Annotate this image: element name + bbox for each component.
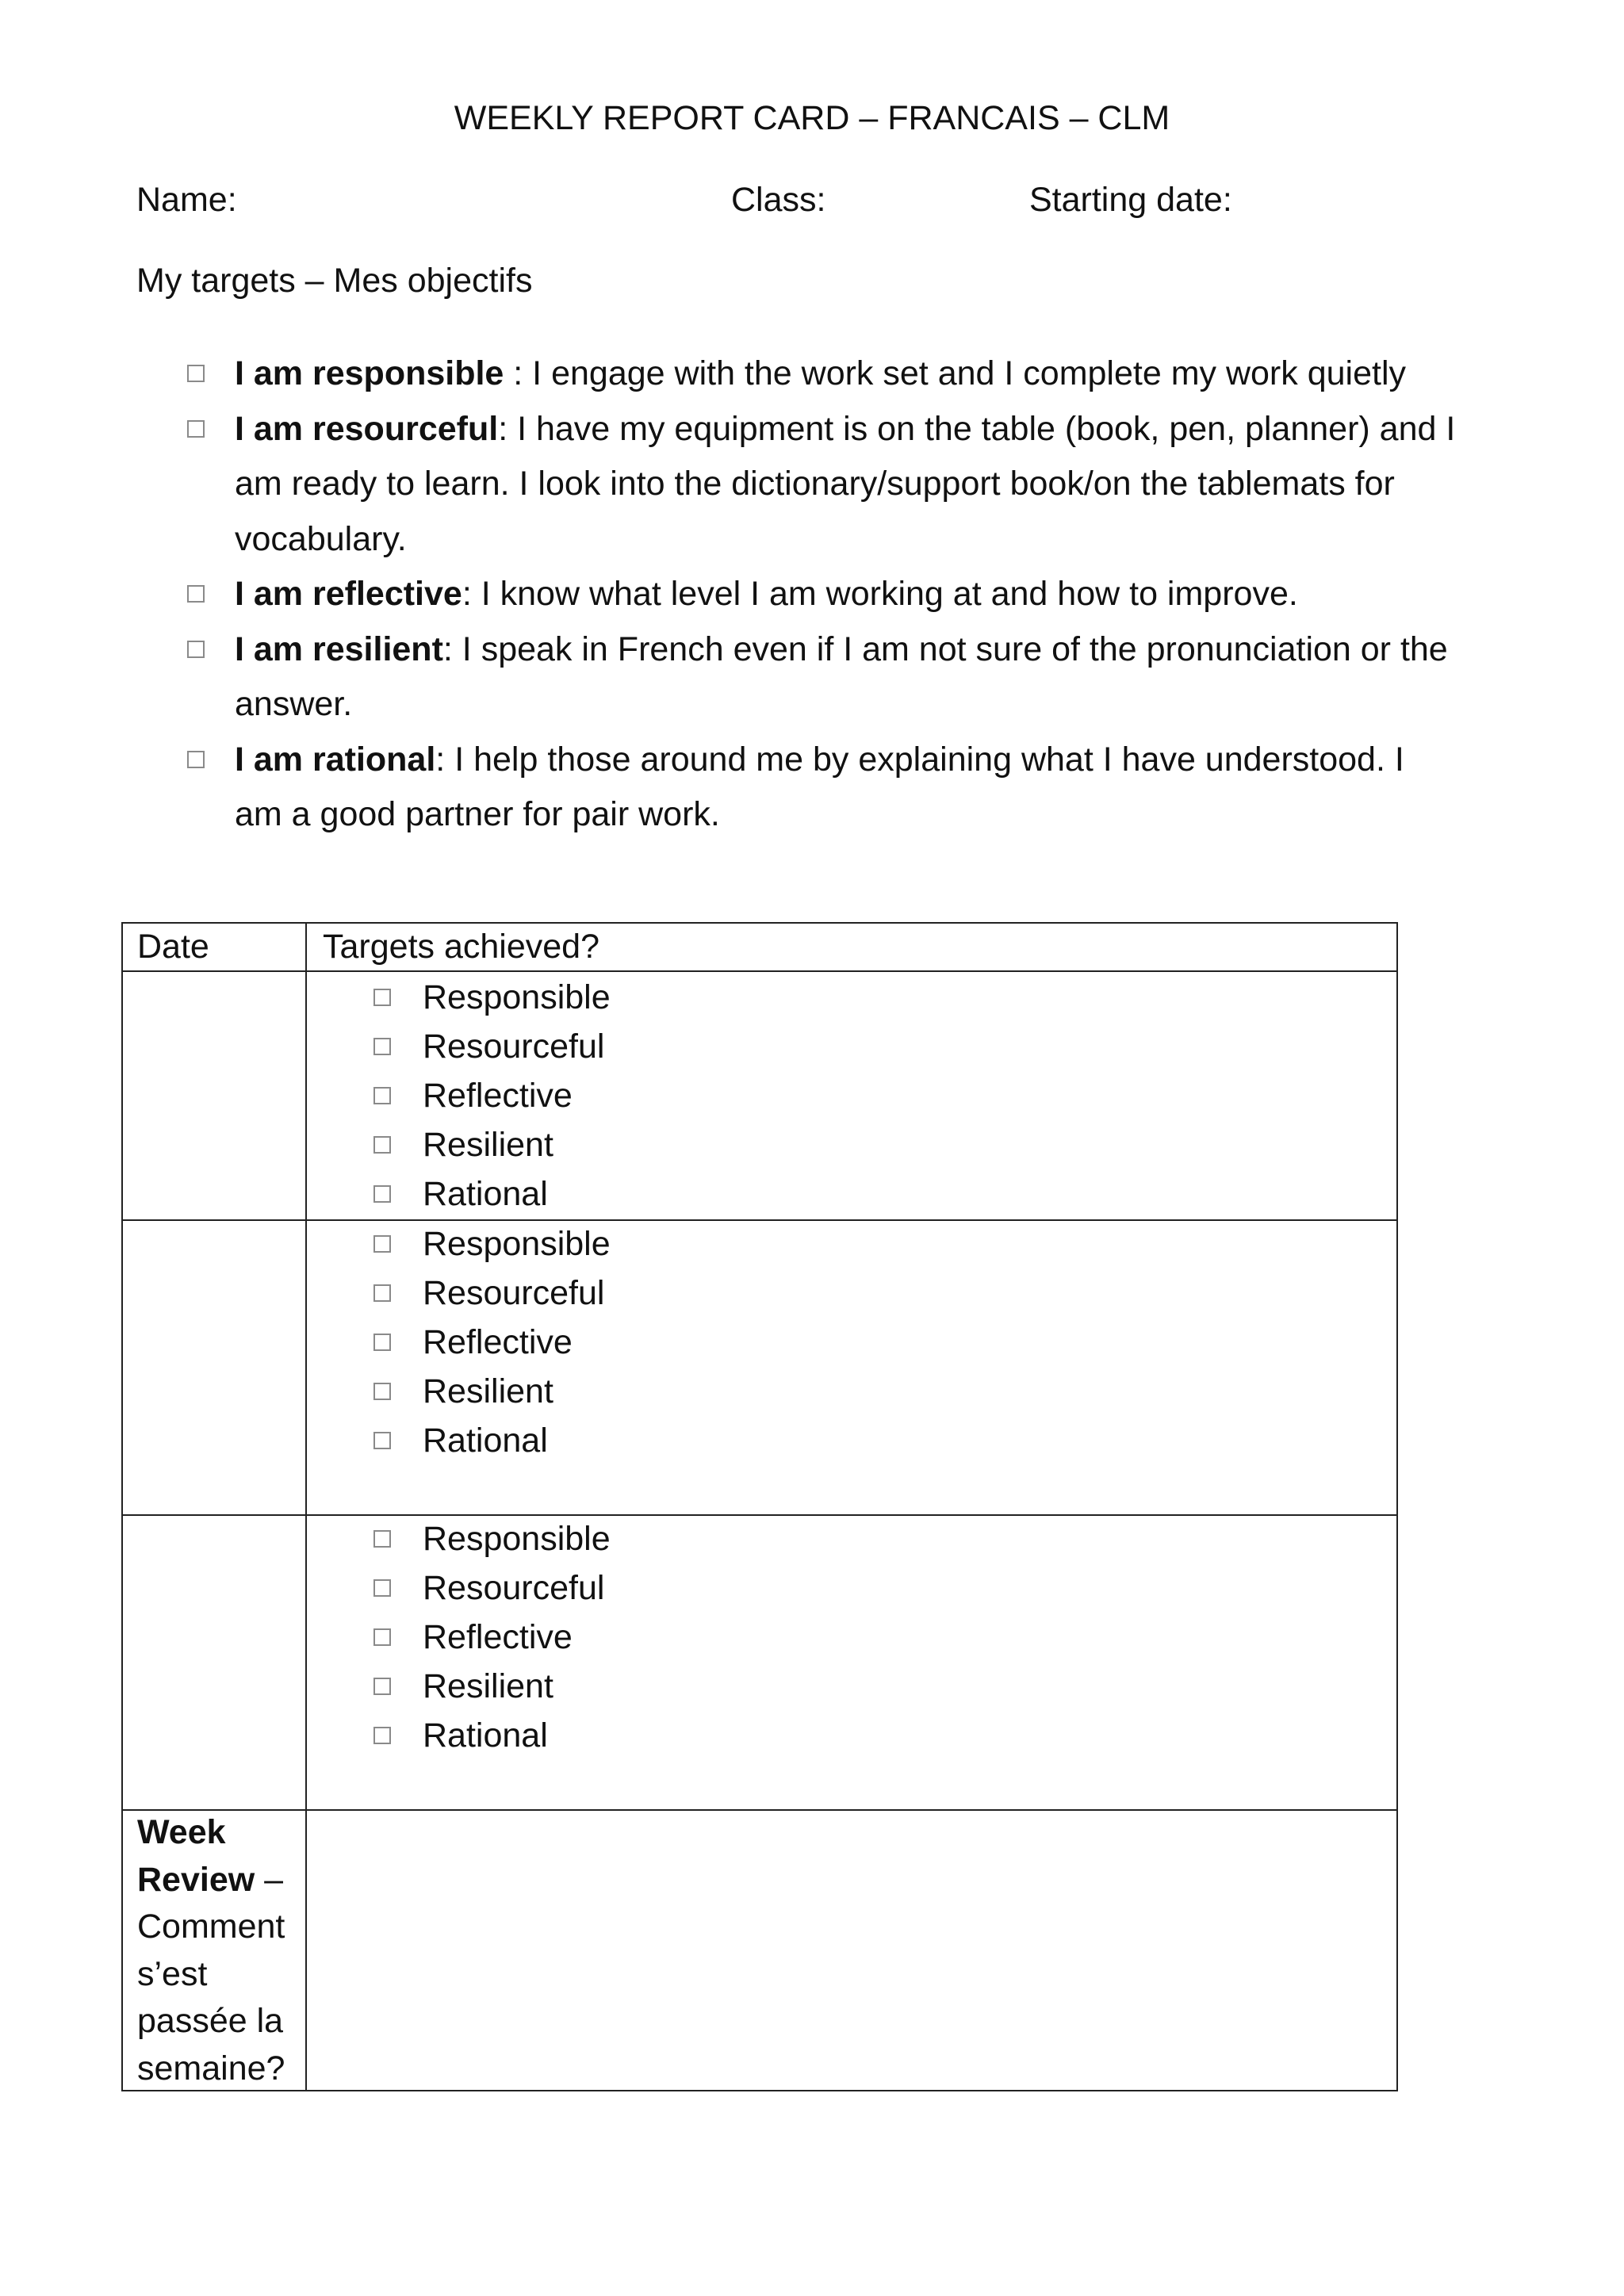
- row-1-reflective-checkbox[interactable]: [373, 1087, 391, 1104]
- table-divider-row1: [123, 1219, 1396, 1221]
- target-2-title: I am resourceful: [235, 409, 499, 448]
- row-2-resilient-checkbox[interactable]: [373, 1383, 391, 1400]
- row-3-rational-label: Rational: [423, 1716, 548, 1755]
- targets-heading: My targets – Mes objectifs: [136, 262, 533, 300]
- review-review-text: Review: [137, 1860, 255, 1899]
- row-2-resourceful-label: Resourceful: [423, 1274, 605, 1312]
- target-5-title: I am rational: [235, 740, 436, 779]
- row-2-rational-checkbox[interactable]: [373, 1432, 391, 1449]
- target-5-line-2: am a good partner for pair work.: [235, 795, 720, 833]
- target-1-line-1: [235, 346, 1406, 402]
- row-2-rational-label: Rational: [423, 1422, 548, 1460]
- row-2-reflective-label: Reflective: [423, 1323, 573, 1361]
- target-3-description: : I know what level I am working at and how to improve.: [462, 575, 1298, 613]
- week-review-comment-cell[interactable]: [307, 1811, 1396, 2090]
- row-2-reflective-checkbox[interactable]: [373, 1334, 391, 1351]
- target-checkbox-4[interactable]: [187, 641, 205, 658]
- target-2-description: : I have my equipment is on the table (book, pen, planner) and I: [498, 409, 1456, 448]
- row-2-resilient-label: Resilient: [423, 1372, 553, 1410]
- target-1-description: : I engage with the work set and I complete my work quietly: [504, 354, 1406, 392]
- column-header-targets: Targets achieved?: [323, 928, 599, 966]
- starting-date-label: Starting date:: [1029, 181, 1232, 219]
- row-3-responsible-checkbox[interactable]: [373, 1530, 391, 1548]
- table-divider-row2: [123, 1514, 1396, 1516]
- date-cell-3[interactable]: [123, 1516, 304, 1808]
- target-1-title: I am responsible: [235, 354, 504, 392]
- row-2-responsible-label: Responsible: [423, 1225, 611, 1263]
- table-divider-header: [123, 970, 1396, 972]
- row-1-resourceful-label: Resourceful: [423, 1027, 605, 1066]
- target-checkbox-1[interactable]: [187, 365, 205, 382]
- review-comment-text: Comment: [137, 1908, 285, 1946]
- row-2-responsible-checkbox[interactable]: [373, 1235, 391, 1253]
- review-passee-text: passée la: [137, 2002, 284, 2040]
- target-4-line-1: [235, 622, 1448, 678]
- class-label: Class:: [731, 181, 826, 219]
- row-3-resourceful-checkbox[interactable]: [373, 1579, 391, 1597]
- row-1-responsible-checkbox[interactable]: [373, 989, 391, 1006]
- row-3-responsible-label: Responsible: [423, 1520, 611, 1558]
- review-sest-text: s’est: [137, 1954, 208, 1993]
- target-checkbox-5[interactable]: [187, 751, 205, 768]
- row-3-rational-checkbox[interactable]: [373, 1727, 391, 1744]
- target-2-line-2: am ready to learn. I look into the dictionary/support book/on the tablemats for: [235, 465, 1395, 503]
- target-5-line-1: [235, 733, 1404, 788]
- row-3-reflective-label: Reflective: [423, 1618, 573, 1656]
- week-review-label: [137, 1809, 285, 2092]
- row-1-resourceful-checkbox[interactable]: [373, 1038, 391, 1055]
- target-2-line-1: [235, 402, 1455, 457]
- target-checkbox-3[interactable]: [187, 585, 205, 603]
- row-3-resilient-checkbox[interactable]: [373, 1678, 391, 1695]
- row-3-reflective-checkbox[interactable]: [373, 1628, 391, 1646]
- row-1-resilient-checkbox[interactable]: [373, 1136, 391, 1154]
- column-header-date: Date: [137, 928, 209, 966]
- target-3-line-1: [235, 567, 1298, 622]
- review-week-text: Week: [137, 1813, 226, 1851]
- row-1-rational-checkbox[interactable]: [373, 1185, 391, 1203]
- target-4-description: : I speak in French even if I am not sure of the pronunciation or the: [442, 629, 1448, 668]
- target-4-title: I am resilient: [235, 629, 443, 668]
- target-3-title: I am reflective: [235, 575, 462, 613]
- row-1-rational-label: Rational: [423, 1175, 548, 1213]
- date-cell-1[interactable]: [123, 972, 304, 1219]
- target-5-description: : I help those around me by explaining what I have understood. I: [435, 740, 1404, 779]
- date-cell-2[interactable]: [123, 1221, 304, 1513]
- target-4-line-2: answer.: [235, 685, 353, 723]
- row-1-responsible-label: Responsible: [423, 978, 611, 1016]
- row-2-resourceful-checkbox[interactable]: [373, 1284, 391, 1302]
- name-label: Name:: [136, 181, 237, 219]
- review-dash-text: –: [255, 1860, 284, 1899]
- page-title: WEEKLY REPORT CARD – FRANCAIS – CLM: [454, 99, 1170, 137]
- review-semaine-text: semaine?: [137, 2049, 285, 2087]
- report-table: [121, 922, 1398, 2091]
- target-checkbox-2[interactable]: [187, 420, 205, 438]
- row-1-resilient-label: Resilient: [423, 1126, 553, 1164]
- week-review-cell: [123, 1809, 304, 2091]
- row-3-resourceful-label: Resourceful: [423, 1569, 605, 1607]
- row-3-resilient-label: Resilient: [423, 1667, 553, 1705]
- target-2-line-3: vocabulary.: [235, 519, 407, 558]
- row-1-reflective-label: Reflective: [423, 1077, 573, 1115]
